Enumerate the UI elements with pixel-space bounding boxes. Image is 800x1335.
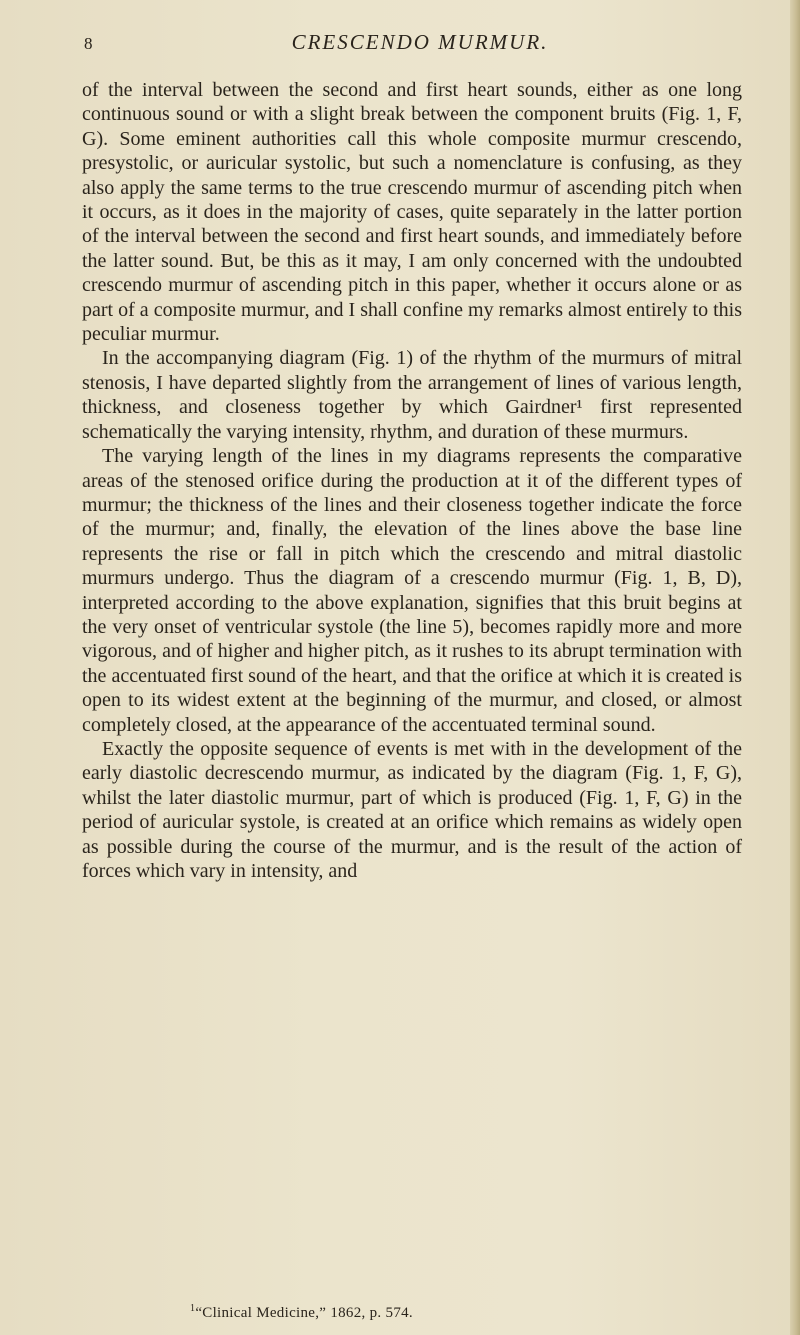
- running-title: CRESCENDO MURMUR.: [291, 30, 549, 54]
- page-edge: [790, 0, 800, 1335]
- paragraph-2: In the accompanying diagram (Fig. 1) of the rhythm of the murmurs of mitral stenosis, I have departed slightly from the arrangement of lines of various length, thickness, and closeness together by which Gairdner¹ first represented schematically the varying intensity, rhythm, and duration of these murmurs.: [82, 347, 742, 443]
- page-header: [0, 30, 800, 60]
- footnote: [190, 1303, 413, 1322]
- paragraph-1: of the interval between the second and first heart sounds, either as one long continuous sound or with a slight break between the component bruits (Fig. 1, F, G). Some eminent authorities call this whole composite murmur crescendo, presystolic, or auricular systolic, but such a nomenclature is confusing, as they also apply the same terms to the true crescendo murmur of ascending pitch when it occurs, as it does in the majority of cases, quite separately in the latter portion of the interval between the second and first heart sounds, and immediately before the latter sound. But, be this as it may, I am only concerned with the undoubted crescendo murmur of ascending pitch in this paper, whether it occurs alone or as part of a composite murmur, and I shall confine my remarks almost entirely to this peculiar murmur.: [82, 79, 742, 346]
- page-number: 8: [84, 34, 93, 53]
- footnote-text: “Clinical Medicine,” 1862, p. 574.: [195, 1305, 413, 1321]
- paragraph-4: Exactly the opposite sequence of events is met with in the development of the early diastolic decrescendo murmur, as indicated by the diagram (Fig. 1, F, G), whilst the later diastolic murmur, part of which is produced (Fig. 1, F, G) in the period of auricular systole, is created at an orifice which remains as widely open as possible during the course of the murmur, and is the result of the action of forces which vary in intensity, and: [82, 737, 742, 882]
- body-text: [82, 78, 742, 883]
- footnote-marker: 1: [190, 1303, 196, 1314]
- paragraph-3: The varying length of the lines in my diagrams represents the comparative areas of the stenosed orifice during the production at it of the different types of murmur; the thickness of the lines and their closeness together indicate the force of the murmur; and, finally, the elevation of the lines above the base line represents the rise or fall in pitch which the crescendo and mitral diastolic murmurs undergo. Thus the diagram of a crescendo murmur (Fig. 1, B, D), interpreted according to the above explanation, signifies that this bruit begins at the very onset of ventricular systole (the line 5), becomes rapidly more and more vigorous, and of higher and higher pitch, as it rushes to its abrupt termination with the accentuated first sound of the heart, and that the orifice at which it is created is open to its widest extent at the beginning of the murmur, and closed, or almost completely closed, at the appearance of the accentuated terminal sound.: [82, 445, 742, 736]
